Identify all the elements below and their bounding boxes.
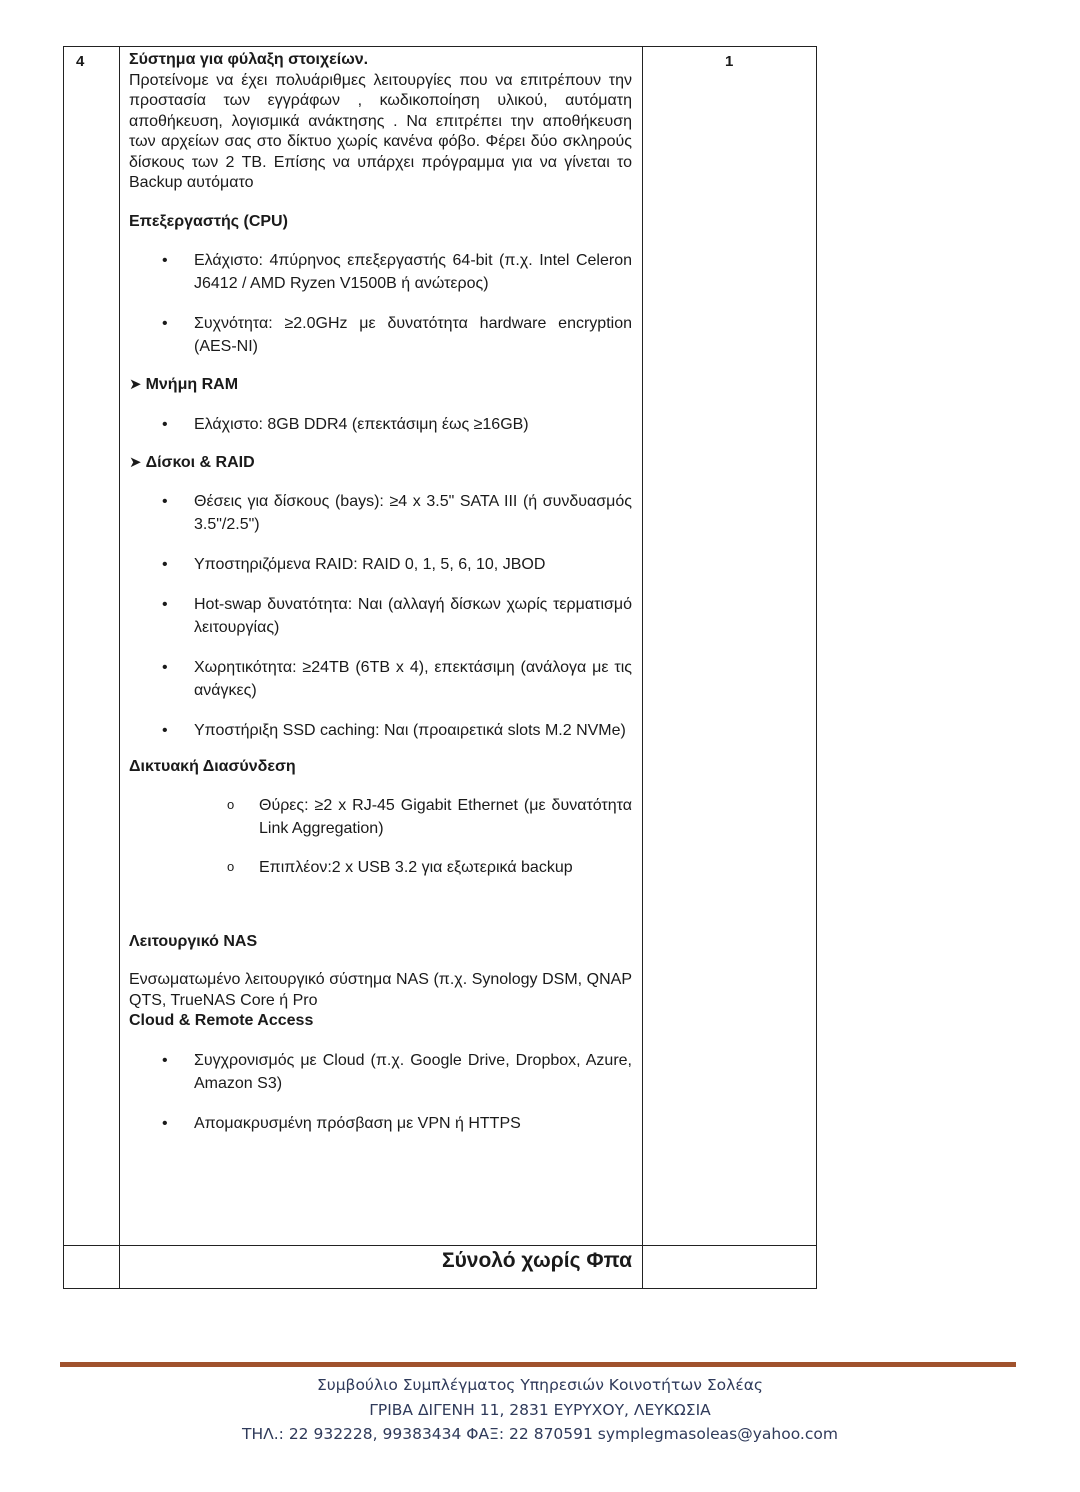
footer-contact: ΤΗΛ.: 22 932228, 99383434 ΦΑΞ: 22 870591 symplegmasoleas@yahoo.com [242,1425,838,1443]
item-number: 4 [76,53,85,70]
column-divider [119,47,120,1288]
item-intro: Προτείνομε να έχει πολυάριθμες λειτουργίες που να επιτρέπουν την προστασία των εγγράφων , κωδικοποίηση υλικού, αυτόματη αποθήκευση, λογισμικά ανάκτησης . Να επιτρέπει την αποθήκευση των αρχείων σας στο δίκτυο χωρίς κανένα φόβο. Φέρει δύο σκληρούς δίσκους των 2 TB. Επίσης να υπάρχει πρόγραμμα για να γίνεται το Backup αυτόματο [129,71,632,191]
ram-heading: ➤ Μνήμη RAM [129,376,239,393]
list-item: • Χωρητικότητα: ≥24TB (6TB x 4), επεκτάσιμη (ανάλογα με τις ανάγκες) [129,656,632,702]
footer-address: ΓΡΙΒΑ ΔΙΓΕΝΗ 11, 2831 ΕΥΡΥΧΟΥ, ΛΕΥΚΩΣΙΑ [369,1401,711,1419]
list-item: o Θύρες: ≥2 x RJ-45 Gigabit Ethernet (με δυνατότητα Link Aggregation) [129,794,632,840]
raid-list [129,490,632,742]
cloud-heading: Cloud & Remote Access [129,1012,314,1029]
list-item: • Hot-swap δυνατότητα: Ναι (αλλαγή δίσκων χωρίς τερματισμό λειτουργίας) [129,593,632,639]
list-item: • Υποστήριξη SSD caching: Ναι (προαιρετικά slots M.2 NVMe) [129,719,632,742]
arrow-icon: ➤ [129,376,142,393]
cloud-list [129,1049,632,1135]
network-heading: Δικτυακή Διασύνδεση [129,758,296,775]
footer-divider [60,1362,1016,1367]
list-item: • Απομακρυσμένη πρόσβαση με VPN ή HTTPS [129,1112,632,1135]
ram-list [129,413,632,436]
column-divider [642,47,643,1288]
list-item: • Θέσεις για δίσκους (bays): ≥4 x 3.5" SATA III (ή συνδυασμός 3.5"/2.5") [129,490,632,536]
network-list [129,794,632,879]
list-item: • Συχνότητα: ≥2.0GHz με δυνατότητα hardware encryption (AES-NI) [129,312,632,358]
list-item: • Ελάχιστο: 4πύρηνος επεξεργαστής 64-bit (π.χ. Intel Celeron J6412 / AMD Ryzen V1500B ή ανώτερος) [129,249,632,295]
item-description [129,50,632,1135]
list-item: o Επιπλέον:2 x USB 3.2 για εξωτερικά backup [129,856,632,879]
cpu-heading: Επεξεργαστής (CPU) [129,212,288,230]
quantity-value: 1 [725,53,734,70]
row-divider [64,1245,816,1246]
raid-heading: ➤ Δίσκοι & RAID [129,453,255,471]
total-without-vat-label: Σύνολό χωρίς Φπα [441,1249,632,1272]
nas-heading: Λειτουργικό NAS [129,932,258,950]
footer-organization: Συμβούλιο Συμπλέγματος Υπηρεσιών Κοινοτήτων Σολέας [316,1376,764,1394]
item-title: Σύστημα για φύλαξη στοιχείων. [129,51,369,68]
nas-text: Ενσωματωμένο λειτουργικό σύστημα NAS (π.χ. Synology DSM, QNAP QTS, TrueNAS Core ή Pro [129,971,632,1009]
list-item: • Υποστηριζόμενα RAID: RAID 0, 1, 5, 6, 10, JBOD [129,553,632,576]
cpu-list [129,249,632,358]
list-item: • Ελάχιστο: 8GB DDR4 (επεκτάσιμη έως ≥16GB) [129,413,632,436]
arrow-icon: ➤ [129,453,142,471]
list-item: • Συγχρονισμός με Cloud (π.χ. Google Drive, Dropbox, Azure, Amazon S3) [129,1049,632,1095]
